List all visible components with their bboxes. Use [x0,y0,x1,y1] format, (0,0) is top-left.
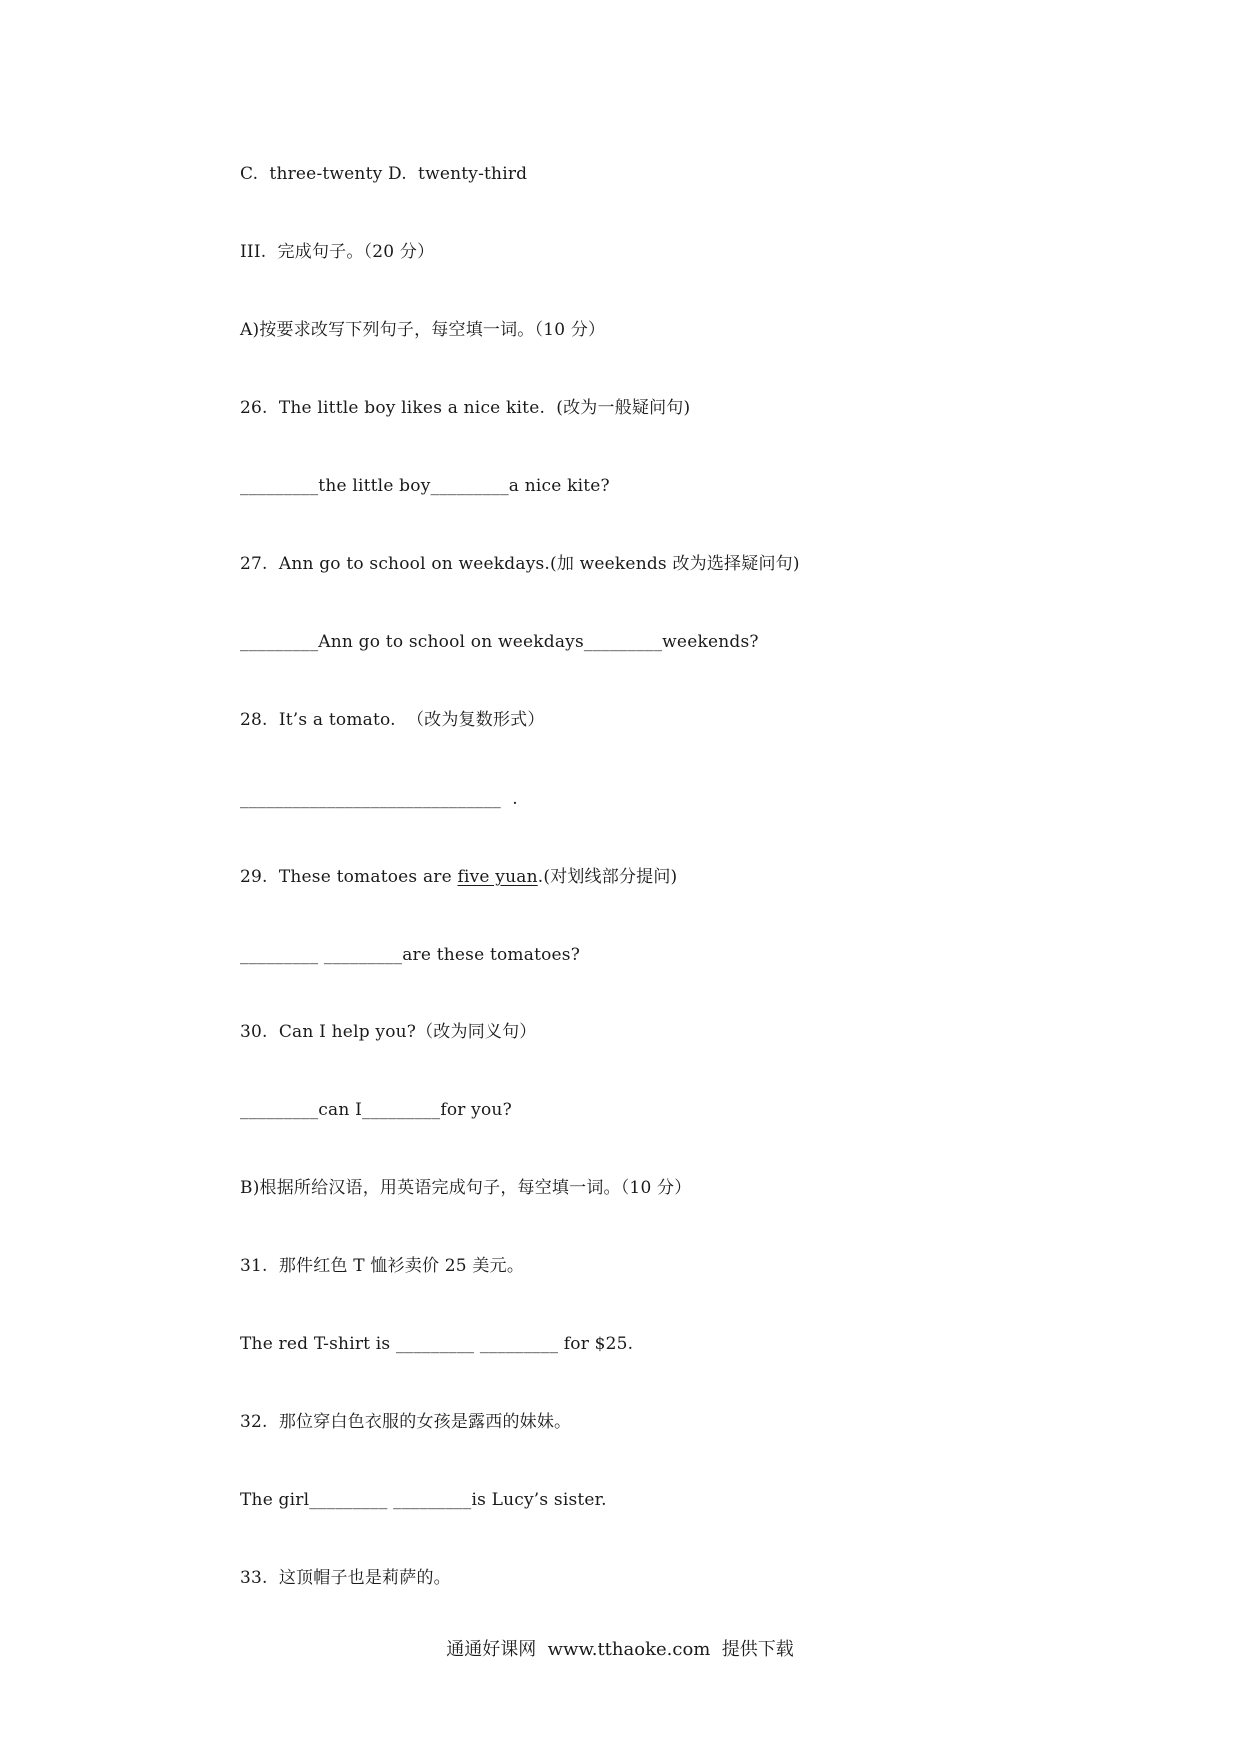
question-33: 33. 这顶帽子也是莉萨的。 [240,1568,451,1588]
question-27: 27. Ann go to school on weekdays.(加 weekends 改为选择疑问句) [240,554,800,574]
question-29-text: 29. These tomatoes are [240,867,458,887]
page-footer: 通通好课网 www.tthaoke.com 提供下载 [446,1639,794,1660]
question-28: 28. It’s a tomato. （改为复数形式） [240,710,545,730]
question-26: 26. The little boy likes a nice kite. (改为一般疑问句) [240,398,691,418]
answer-line-31: The red T-shirt is _________ _________ for $25. [240,1334,634,1354]
question-29 [240,866,677,888]
answer-line-32: The girl_________ _________is Lucy’s sister. [240,1490,607,1510]
text-line: C. three-twenty D. twenty-third [240,164,528,184]
question-30: 30. Can I help you?（改为同义句） [240,1022,537,1042]
underlined-phrase: five yuan [457,867,538,887]
answer-line-30: _________can I_________for you? [240,1100,512,1120]
answer-line-28: ______________________________ . [240,789,518,809]
subsection-heading: B)根据所给汉语，用英语完成句子，每空填一词。（10 分） [240,1178,692,1198]
section-heading: III. 完成句子。（20 分） [240,242,435,262]
subsection-heading: A)按要求改写下列句子，每空填一词。（10 分） [240,320,606,340]
question-29-instruction: .(对划线部分提问) [537,867,678,887]
question-31: 31. 那件红色 T 恤衫卖价 25 美元。 [240,1256,525,1276]
answer-line-27: _________Ann go to school on weekdays_________weekends? [240,632,759,652]
answer-line-26: _________the little boy_________a nice kite? [240,476,610,496]
question-32: 32. 那位穿白色衣服的女孩是露西的妹妹。 [240,1412,572,1432]
answer-line-29: _________ _________are these tomatoes? [240,945,581,965]
